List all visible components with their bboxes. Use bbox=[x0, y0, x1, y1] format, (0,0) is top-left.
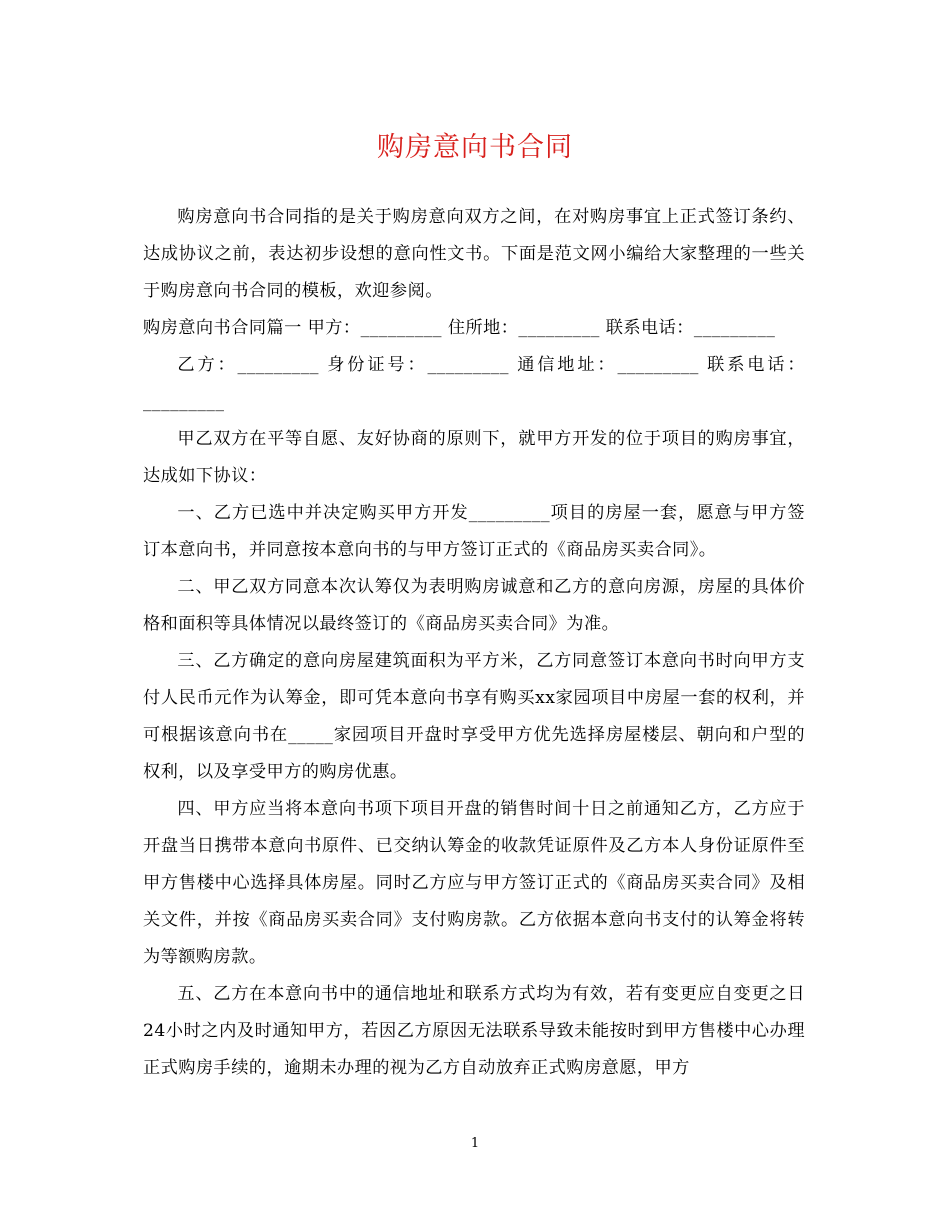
page-number: 1 bbox=[470, 1136, 480, 1151]
clause-1: 一、乙方已选中并决定购买甲方开发_________项目的房屋一套，愿意与甲方签订本意向书，并同意按本意向书的与甲方签订正式的《商品房买卖合同》。 bbox=[143, 503, 805, 560]
clause-5: 五、乙方在本意向书中的通信地址和联系方式均为有效，若有变更应自变更之日24小时之内及时通知甲方，若因乙方原因无法联系导致未能按时到甲方售楼中心办理正式购房手续的，逾期未办理的视为乙方自动放弃正式购房意愿，甲方 bbox=[143, 984, 805, 1078]
agreement-preamble: 甲乙双方在平等自愿、友好协商的原则下，就甲方开发的位于项目的购房事宜，达成如下协议： bbox=[143, 429, 805, 486]
party-a-line: 购房意向书合同篇一 甲方：_________ 住所地：_________ 联系电话：_________ bbox=[143, 318, 776, 338]
party-b-line: 乙方：_________ 身份证号：_________ 通信地址：_________ 联系电话：_________ bbox=[143, 355, 805, 412]
document-body bbox=[143, 199, 805, 1087]
clause-4: 四、甲方应当将本意向书项下项目开盘的销售时间十日之前通知乙方，乙方应于开盘当日携带本意向书原件、已交纳认筹金的收款凭证原件及乙方本人身份证原件至甲方售楼中心选择具体房屋。同时乙方应与甲方签订正式的《商品房买卖合同》及相关文件，并按《商品房买卖合同》支付购房款。乙方依据本意向书支付的认筹金将转为等额购房款。 bbox=[143, 799, 805, 967]
intro-paragraph: 购房意向书合同指的是关于购房意向双方之间，在对购房事宜上正式签订条约、达成协议之前，表达初步设想的意向性文书。下面是范文网小编给大家整理的一些关于购房意向书合同的模板，欢迎参阅。 bbox=[143, 207, 805, 301]
clause-3: 三、乙方确定的意向房屋建筑面积为平方米，乙方同意签订本意向书时向甲方支付人民币元作为认筹金，即可凭本意向书享有购买xx家园项目中房屋一套的权利，并可根据该意向书在_____家园项目开盘时享受甲方优先选择房屋楼层、朝向和户型的权利，以及享受甲方的购房优惠。 bbox=[143, 651, 805, 782]
document-title: 购房意向书合同 bbox=[377, 132, 573, 163]
clause-2: 二、甲乙双方同意本次认筹仅为表明购房诚意和乙方的意向房源，房屋的具体价格和面积等具体情况以最终签订的《商品房买卖合同》为准。 bbox=[143, 577, 805, 634]
